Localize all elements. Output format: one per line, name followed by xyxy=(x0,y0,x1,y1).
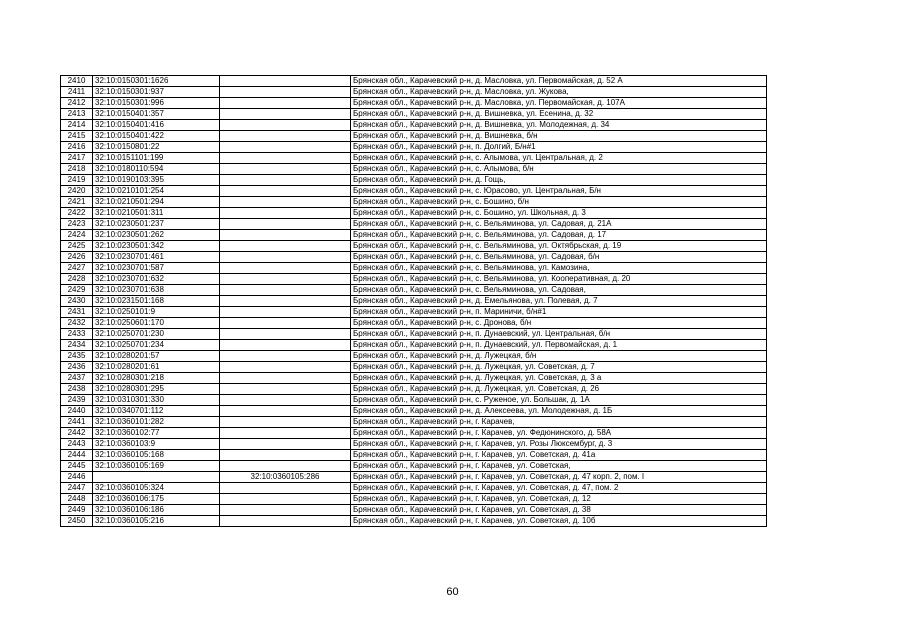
address-cell: Брянская обл., Карачевский р-н, г. Карачев, ул. Советская, xyxy=(351,461,767,472)
cadastral-number-cell: 32:10:0190103:395 xyxy=(93,175,220,186)
address-cell: Брянская обл., Карачевский р-н, с. Вельяминова, ул. Садовая, xyxy=(351,285,767,296)
address-cell: Брянская обл., Карачевский р-н, с. Дронова, б/н xyxy=(351,318,767,329)
cadastral-number-cell: 32:10:0231501:168 xyxy=(93,296,220,307)
secondary-cadastral-cell xyxy=(220,395,351,406)
row-number-cell: 2422 xyxy=(61,208,93,219)
table-row xyxy=(61,252,767,263)
table-row xyxy=(61,274,767,285)
row-number-cell: 2440 xyxy=(61,406,93,417)
table-row xyxy=(61,109,767,120)
cadastral-number-cell: 32:10:0151101:199 xyxy=(93,153,220,164)
table-row xyxy=(61,505,767,516)
row-number-cell: 2448 xyxy=(61,494,93,505)
cadastral-number-cell: 32:10:0360105:324 xyxy=(93,483,220,494)
row-number-cell: 2438 xyxy=(61,384,93,395)
cadastral-number-cell: 32:10:0280301:218 xyxy=(93,373,220,384)
secondary-cadastral-cell xyxy=(220,175,351,186)
table-row xyxy=(61,285,767,296)
table-row xyxy=(61,241,767,252)
address-cell: Брянская обл., Карачевский р-н, г. Карачев, ул. Розы Люксембург, д. 3 xyxy=(351,439,767,450)
cadastral-number-cell: 32:10:0230701:638 xyxy=(93,285,220,296)
address-cell: Брянская обл., Карачевский р-н, д. Лужецкая, б/н xyxy=(351,351,767,362)
cadastral-number-cell xyxy=(93,472,220,483)
cadastral-number-cell: 32:10:0230701:632 xyxy=(93,274,220,285)
table-row xyxy=(61,131,767,142)
row-number-cell: 2417 xyxy=(61,153,93,164)
cadastral-number-cell: 32:10:0150401:422 xyxy=(93,131,220,142)
row-number-cell: 2443 xyxy=(61,439,93,450)
address-cell: Брянская обл., Карачевский р-н, г. Карачев, ул. Советская, д. 47, пом. 2 xyxy=(351,483,767,494)
table-row xyxy=(61,516,767,527)
cadastral-number-cell: 32:10:0360106:186 xyxy=(93,505,220,516)
table-row xyxy=(61,483,767,494)
address-cell: Брянская обл., Карачевский р-н, с. Вельяминова, ул. Кооперативная, д. 20 xyxy=(351,274,767,285)
row-number-cell: 2425 xyxy=(61,241,93,252)
table-row xyxy=(61,208,767,219)
row-number-cell: 2434 xyxy=(61,340,93,351)
row-number-cell: 2430 xyxy=(61,296,93,307)
address-cell: Брянская обл., Карачевский р-н, п. Дунаевский, ул. Центральная, б/н xyxy=(351,329,767,340)
secondary-cadastral-cell xyxy=(220,450,351,461)
secondary-cadastral-cell xyxy=(220,252,351,263)
table-row xyxy=(61,450,767,461)
cadastral-number-cell: 32:10:0360103:9 xyxy=(93,439,220,450)
row-number-cell: 2446 xyxy=(61,472,93,483)
address-cell: Брянская обл., Карачевский р-н, д. Емельянова, ул. Полевая, д. 7 xyxy=(351,296,767,307)
address-cell: Брянская обл., Карачевский р-н, д. Вишневка, б/н xyxy=(351,131,767,142)
table-row xyxy=(61,98,767,109)
table-row xyxy=(61,351,767,362)
cadastral-number-cell: 32:10:0340701:112 xyxy=(93,406,220,417)
secondary-cadastral-cell xyxy=(220,208,351,219)
secondary-cadastral-cell xyxy=(220,87,351,98)
register-table-body xyxy=(61,76,767,527)
address-cell: Брянская обл., Карачевский р-н, с. Алымова, ул. Центральная, д. 2 xyxy=(351,153,767,164)
row-number-cell: 2449 xyxy=(61,505,93,516)
row-number-cell: 2412 xyxy=(61,98,93,109)
table-row xyxy=(61,219,767,230)
page-number: 60 xyxy=(446,586,459,598)
row-number-cell: 2441 xyxy=(61,417,93,428)
secondary-cadastral-cell xyxy=(220,164,351,175)
address-cell: Брянская обл., Карачевский р-н, с. Вельяминова, ул. Садовая, д. 21А xyxy=(351,219,767,230)
secondary-cadastral-cell: 32:10:0360105:286 xyxy=(220,472,351,483)
row-number-cell: 2431 xyxy=(61,307,93,318)
secondary-cadastral-cell xyxy=(220,516,351,527)
row-number-cell: 2413 xyxy=(61,109,93,120)
secondary-cadastral-cell xyxy=(220,494,351,505)
cadastral-number-cell: 32:10:0150301:1626 xyxy=(93,76,220,87)
address-cell: Брянская обл., Карачевский р-н, д. Алексеева, ул. Молодежная, д. 1Б xyxy=(351,406,767,417)
cadastral-number-cell: 32:10:0360105:169 xyxy=(93,461,220,472)
table-row xyxy=(61,439,767,450)
cadastral-number-cell: 32:10:0210501:311 xyxy=(93,208,220,219)
secondary-cadastral-cell xyxy=(220,241,351,252)
address-cell: Брянская обл., Карачевский р-н, с. Руженое, ул. Большак, д. 1А xyxy=(351,395,767,406)
address-cell: Брянская обл., Карачевский р-н, д. Лужецкая, ул. Советская, д. 26 xyxy=(351,384,767,395)
row-number-cell: 2424 xyxy=(61,230,93,241)
secondary-cadastral-cell xyxy=(220,109,351,120)
address-cell: Брянская обл., Карачевский р-н, с. Бошино, ул. Школьная, д. 3 xyxy=(351,208,767,219)
row-number-cell: 2429 xyxy=(61,285,93,296)
table-row xyxy=(61,472,767,483)
row-number-cell: 2444 xyxy=(61,450,93,461)
secondary-cadastral-cell xyxy=(220,153,351,164)
secondary-cadastral-cell xyxy=(220,263,351,274)
row-number-cell: 2411 xyxy=(61,87,93,98)
table-row xyxy=(61,142,767,153)
cadastral-number-cell: 32:10:0250601:170 xyxy=(93,318,220,329)
secondary-cadastral-cell xyxy=(220,131,351,142)
row-number-cell: 2435 xyxy=(61,351,93,362)
cadastral-number-cell: 32:10:0250701:234 xyxy=(93,340,220,351)
table-row xyxy=(61,296,767,307)
cadastral-number-cell: 32:10:0230501:342 xyxy=(93,241,220,252)
address-cell: Брянская обл., Карачевский р-н, д. Вишневка, ул. Молодежная, д. 34 xyxy=(351,120,767,131)
table-row xyxy=(61,384,767,395)
cadastral-number-cell: 32:10:0230501:237 xyxy=(93,219,220,230)
secondary-cadastral-cell xyxy=(220,296,351,307)
cadastral-number-cell: 32:10:0360106:175 xyxy=(93,494,220,505)
secondary-cadastral-cell xyxy=(220,142,351,153)
table-row xyxy=(61,153,767,164)
address-cell: Брянская обл., Карачевский р-н, г. Карачев, ул. Советская, д. 41а xyxy=(351,450,767,461)
cadastral-number-cell: 32:10:0360102:77 xyxy=(93,428,220,439)
address-cell: Брянская обл., Карачевский р-н, п. Мариничи, б/н#1 xyxy=(351,307,767,318)
table-row xyxy=(61,340,767,351)
table-row xyxy=(61,307,767,318)
cadastral-number-cell: 32:10:0280301:295 xyxy=(93,384,220,395)
table-row xyxy=(61,87,767,98)
cadastral-number-cell: 32:10:0280201:57 xyxy=(93,351,220,362)
secondary-cadastral-cell xyxy=(220,274,351,285)
cadastral-number-cell: 32:10:0210501:294 xyxy=(93,197,220,208)
table-row xyxy=(61,494,767,505)
row-number-cell: 2423 xyxy=(61,219,93,230)
address-cell: Брянская обл., Карачевский р-н, с. Юрасово, ул. Центральная, Б/н xyxy=(351,186,767,197)
secondary-cadastral-cell xyxy=(220,197,351,208)
row-number-cell: 2432 xyxy=(61,318,93,329)
table-row xyxy=(61,395,767,406)
table-row xyxy=(61,362,767,373)
row-number-cell: 2433 xyxy=(61,329,93,340)
row-number-cell: 2416 xyxy=(61,142,93,153)
row-number-cell: 2445 xyxy=(61,461,93,472)
secondary-cadastral-cell xyxy=(220,428,351,439)
cadastral-number-cell: 32:10:0150301:996 xyxy=(93,98,220,109)
address-cell: Брянская обл., Карачевский р-н, с. Вельяминова, ул. Садовая, д. 17 xyxy=(351,230,767,241)
secondary-cadastral-cell xyxy=(220,505,351,516)
address-cell: Брянская обл., Карачевский р-н, п. Долгий, Б/н#1 xyxy=(351,142,767,153)
secondary-cadastral-cell xyxy=(220,439,351,450)
table-row xyxy=(61,428,767,439)
cadastral-number-cell: 32:10:0360105:168 xyxy=(93,450,220,461)
secondary-cadastral-cell xyxy=(220,230,351,241)
address-cell: Брянская обл., Карачевский р-н, с. Вельяминова, ул. Октябрьская, д. 19 xyxy=(351,241,767,252)
cadastral-number-cell: 32:10:0230701:461 xyxy=(93,252,220,263)
table-row xyxy=(61,329,767,340)
table-row xyxy=(61,76,767,87)
address-cell: Брянская обл., Карачевский р-н, с. Бошино, б/н xyxy=(351,197,767,208)
row-number-cell: 2450 xyxy=(61,516,93,527)
address-cell: Брянская обл., Карачевский р-н, г. Карачев, ул. Советская, д. 10б xyxy=(351,516,767,527)
cadastral-number-cell: 32:10:0150801:22 xyxy=(93,142,220,153)
table-row xyxy=(61,406,767,417)
row-number-cell: 2447 xyxy=(61,483,93,494)
table-row xyxy=(61,164,767,175)
cadastral-number-cell: 32:10:0250101:9 xyxy=(93,307,220,318)
secondary-cadastral-cell xyxy=(220,417,351,428)
table-row xyxy=(61,263,767,274)
secondary-cadastral-cell xyxy=(220,483,351,494)
row-number-cell: 2442 xyxy=(61,428,93,439)
row-number-cell: 2426 xyxy=(61,252,93,263)
address-cell: Брянская обл., Карачевский р-н, п. Дунаевский, ул. Первомайская, д. 1 xyxy=(351,340,767,351)
address-cell: Брянская обл., Карачевский р-н, д. Лужецкая, ул. Советская, д. 7 xyxy=(351,362,767,373)
secondary-cadastral-cell xyxy=(220,384,351,395)
table-row xyxy=(61,461,767,472)
address-cell: Брянская обл., Карачевский р-н, с. Алымова, б/н xyxy=(351,164,767,175)
row-number-cell: 2436 xyxy=(61,362,93,373)
row-number-cell: 2418 xyxy=(61,164,93,175)
cadastral-number-cell: 32:10:0360101:282 xyxy=(93,417,220,428)
secondary-cadastral-cell xyxy=(220,461,351,472)
cadastral-number-cell: 32:10:0180110:594 xyxy=(93,164,220,175)
cadastral-number-cell: 32:10:0230501:262 xyxy=(93,230,220,241)
cadastral-number-cell: 32:10:0150401:357 xyxy=(93,109,220,120)
address-cell: Брянская обл., Карачевский р-н, с. Вельяминова, ул. Садовая, б/н xyxy=(351,252,767,263)
address-cell: Брянская обл., Карачевский р-н, с. Вельяминова, ул. Камозина, xyxy=(351,263,767,274)
table-row xyxy=(61,417,767,428)
address-cell: Брянская обл., Карачевский р-н, г. Карачев, ул. Советская, д. 38 xyxy=(351,505,767,516)
address-cell: Брянская обл., Карачевский р-н, д. Лужецкая, ул. Советская, д. 3 а xyxy=(351,373,767,384)
table-row xyxy=(61,186,767,197)
table-row xyxy=(61,373,767,384)
secondary-cadastral-cell xyxy=(220,406,351,417)
cadastral-number-cell: 32:10:0280201:61 xyxy=(93,362,220,373)
row-number-cell: 2427 xyxy=(61,263,93,274)
cadastral-number-cell: 32:10:0210101:254 xyxy=(93,186,220,197)
table-row xyxy=(61,318,767,329)
secondary-cadastral-cell xyxy=(220,307,351,318)
row-number-cell: 2439 xyxy=(61,395,93,406)
secondary-cadastral-cell xyxy=(220,329,351,340)
secondary-cadastral-cell xyxy=(220,186,351,197)
row-number-cell: 2419 xyxy=(61,175,93,186)
secondary-cadastral-cell xyxy=(220,98,351,109)
table-row xyxy=(61,175,767,186)
address-cell: Брянская обл., Карачевский р-н, д. Масловка, ул. Жукова, xyxy=(351,87,767,98)
cadastral-number-cell: 32:10:0310301:330 xyxy=(93,395,220,406)
row-number-cell: 2420 xyxy=(61,186,93,197)
address-cell: Брянская обл., Карачевский р-н, д. Гощь, xyxy=(351,175,767,186)
row-number-cell: 2410 xyxy=(61,76,93,87)
secondary-cadastral-cell xyxy=(220,219,351,230)
table-row xyxy=(61,197,767,208)
secondary-cadastral-cell xyxy=(220,120,351,131)
address-cell: Брянская обл., Карачевский р-н, г. Карачев, ул. Федюнинского, д. 58А xyxy=(351,428,767,439)
cadastral-number-cell: 32:10:0230701:587 xyxy=(93,263,220,274)
address-cell: Брянская обл., Карачевский р-н, д. Вишневка, ул. Есенина, д. 32 xyxy=(351,109,767,120)
secondary-cadastral-cell xyxy=(220,351,351,362)
row-number-cell: 2421 xyxy=(61,197,93,208)
secondary-cadastral-cell xyxy=(220,373,351,384)
address-cell: Брянская обл., Карачевский р-н, г. Карачев, ул. Советская, д. 47 корп. 2, пом. I xyxy=(351,472,767,483)
table-row xyxy=(61,120,767,131)
table-row xyxy=(61,230,767,241)
row-number-cell: 2437 xyxy=(61,373,93,384)
row-number-cell: 2415 xyxy=(61,131,93,142)
address-cell: Брянская обл., Карачевский р-н, д. Масловка, ул. Первомайская, д. 107А xyxy=(351,98,767,109)
secondary-cadastral-cell xyxy=(220,285,351,296)
address-cell: Брянская обл., Карачевский р-н, г. Карачев, xyxy=(351,417,767,428)
cadastral-number-cell: 32:10:0150301:937 xyxy=(93,87,220,98)
address-cell: Брянская обл., Карачевский р-н, д. Масловка, ул. Первомайская, д. 52 А xyxy=(351,76,767,87)
secondary-cadastral-cell xyxy=(220,362,351,373)
secondary-cadastral-cell xyxy=(220,318,351,329)
cadastral-number-cell: 32:10:0150401:416 xyxy=(93,120,220,131)
secondary-cadastral-cell xyxy=(220,340,351,351)
cadastral-number-cell: 32:10:0250701:230 xyxy=(93,329,220,340)
address-cell: Брянская обл., Карачевский р-н, г. Карачев, ул. Советская, д. 12 xyxy=(351,494,767,505)
cadastral-number-cell: 32:10:0360105:216 xyxy=(93,516,220,527)
row-number-cell: 2428 xyxy=(61,274,93,285)
row-number-cell: 2414 xyxy=(61,120,93,131)
property-register-table xyxy=(60,75,767,527)
secondary-cadastral-cell xyxy=(220,76,351,87)
